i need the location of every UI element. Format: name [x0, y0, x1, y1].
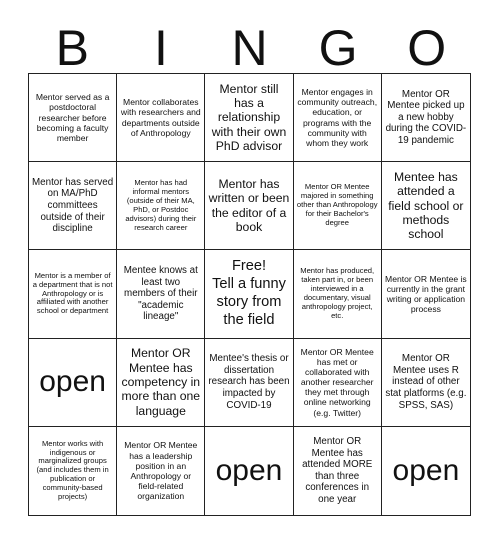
bingo-cell[interactable]: Mentor collaborates with researchers and departments outside of Anthropology [117, 74, 205, 162]
bingo-card-grid [28, 73, 471, 516]
bingo-cell[interactable]: Mentor OR Mentee has a leadership position in an Anthropology or field-related organization [117, 427, 205, 515]
bingo-header [28, 22, 471, 74]
bingo-cell[interactable]: Mentor has written or been the editor of a book [205, 162, 293, 250]
open-cell[interactable]: open [392, 453, 460, 487]
bingo-cell[interactable]: Mentee's thesis or dissertation research has been impacted by COVID-19 [205, 339, 293, 427]
bingo-letter-o: O [407, 20, 447, 76]
bingo-letter-g: G [318, 20, 358, 76]
bingo-letter-n: N [231, 20, 268, 76]
open-cell[interactable]: open [29, 339, 117, 427]
bingo-cell[interactable]: Mentor has served on MA/PhD committees outside of their discipline [29, 162, 117, 250]
bingo-cell[interactable]: Mentor is a member of a department that is not Anthropology or is affiliated with another school or department [29, 250, 117, 338]
free-space-cell[interactable]: Free! Tell a funny story from the field [205, 250, 293, 338]
bingo-cell[interactable]: Mentor served as a postdoctoral researcher before becoming a faculty member [29, 74, 117, 162]
bingo-letter-i: I [153, 20, 168, 76]
bingo-cell[interactable]: Mentor OR Mentee uses R instead of other stat platforms (e.g. SPSS, SAS) [382, 339, 470, 427]
bingo-cell[interactable]: Mentor OR Mentee has attended MORE than three conferences in one year [294, 427, 382, 515]
bingo-cell[interactable]: Mentor OR Mentee majored in something other than Anthropology for their Bachelor's degree [294, 162, 382, 250]
bingo-cell[interactable]: Mentor OR Mentee picked up a new hobby during the COVID-19 pandemic [382, 74, 470, 162]
bingo-cell[interactable]: Mentor OR Mentee has met or collaborated with another researcher they met through online networking (e.g. Twitter) [294, 339, 382, 427]
bingo-letter-b: B [55, 20, 89, 76]
bingo-cell[interactable]: Mentee has attended a field school or methods school [382, 162, 470, 250]
open-cell[interactable]: open [205, 427, 293, 515]
bingo-cell[interactable]: Mentor still has a relationship with their own PhD advisor [205, 74, 293, 162]
bingo-cell[interactable]: Mentor works with indigenous or marginalized groups (and includes them in publication or community-based projects) [29, 427, 117, 515]
bingo-cell[interactable]: Mentor engages in community outreach, education, or programs with the community with whom they work [294, 74, 382, 162]
bingo-cell[interactable]: Mentor OR Mentee has competency in more than one language [117, 339, 205, 427]
bingo-cell[interactable]: Mentor OR Mentee is currently in the grant writing or application process [382, 250, 470, 338]
bingo-cell[interactable]: Mentee knows at least two members of their "academic lineage" [117, 250, 205, 338]
bingo-cell[interactable]: Mentor has had informal mentors (outside of their MA, PhD, or Postdoc advisors) during their research career [117, 162, 205, 250]
bingo-cell[interactable]: Mentor has produced, taken part in, or been interviewed in a documentary, visual anthropology project, etc. [294, 250, 382, 338]
